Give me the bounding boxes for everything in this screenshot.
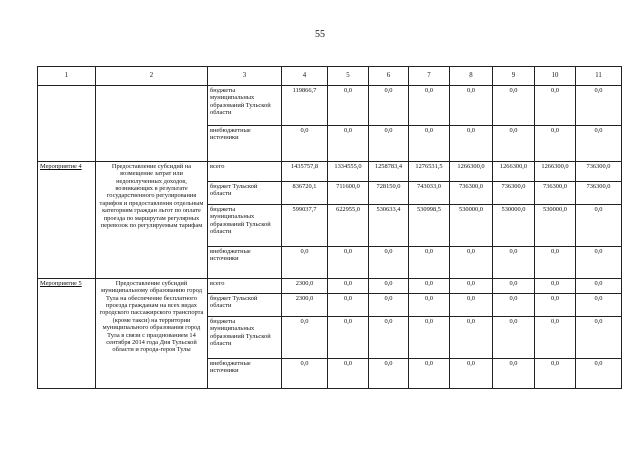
value-cell: 530000,0	[450, 205, 493, 247]
value-cell: 0,0	[369, 317, 409, 359]
value-cell: 0,0	[493, 294, 535, 317]
header-cell: 6	[369, 67, 409, 86]
value-cell: 0,0	[535, 294, 576, 317]
value-cell: 1276531,5	[409, 162, 450, 182]
value-cell: 0,0	[576, 317, 622, 359]
source-cell: внебюджетные источники	[208, 359, 282, 389]
source-cell: бюджеты муниципальных образований Тульской области	[208, 317, 282, 359]
value-cell: 0,0	[450, 279, 493, 294]
source-cell: внебюджетные источники	[208, 126, 282, 162]
value-cell: 0,0	[409, 126, 450, 162]
source-cell: бюджеты муниципальных образований Тульской области	[208, 205, 282, 247]
value-cell: 0,0	[450, 86, 493, 126]
value-cell: 0,0	[369, 247, 409, 279]
value-cell: 0,0	[409, 279, 450, 294]
value-cell: 0,0	[282, 317, 328, 359]
source-cell: бюджет Тульской области	[208, 182, 282, 205]
source-cell: бюджеты муниципальных образований Тульской области	[208, 86, 282, 126]
value-cell: 0,0	[493, 359, 535, 389]
value-cell: 530998,5	[409, 205, 450, 247]
value-cell: 1334555,0	[328, 162, 369, 182]
value-cell: 743033,0	[409, 182, 450, 205]
value-cell: 736300,0	[493, 182, 535, 205]
page-number: 55	[315, 29, 325, 40]
value-cell: 0,0	[409, 247, 450, 279]
value-cell: 0,0	[450, 294, 493, 317]
value-cell: 0,0	[369, 126, 409, 162]
event-label: Мероприятие 5	[38, 279, 96, 389]
event-cell-empty	[38, 86, 96, 162]
value-cell: 0,0	[576, 126, 622, 162]
header-cell: 4	[282, 67, 328, 86]
header-cell: 11	[576, 67, 622, 86]
value-cell: 0,0	[282, 359, 328, 389]
value-cell: 0,0	[328, 359, 369, 389]
header-cell: 9	[493, 67, 535, 86]
value-cell: 0,0	[576, 247, 622, 279]
value-cell: 530633,4	[369, 205, 409, 247]
value-cell: 0,0	[535, 86, 576, 126]
value-cell: 0,0	[369, 359, 409, 389]
value-cell: 1258783,4	[369, 162, 409, 182]
value-cell: 2300,0	[282, 294, 328, 317]
source-cell: всего	[208, 162, 282, 182]
value-cell: 0,0	[282, 126, 328, 162]
event-description: Предоставление субсидий на возмещение затрат или недополученных доходов, возникающих в результате государственного регулирования тарифов и предоставления отдельным категориям граждан льгот по оплате проезда по маршрутам регулярных перевозок по регулируемым тарифам	[96, 162, 208, 279]
value-cell: 0,0	[328, 294, 369, 317]
table-row	[38, 279, 622, 294]
value-cell: 0,0	[409, 294, 450, 317]
value-cell: 0,0	[576, 86, 622, 126]
value-cell: 1266300,0	[450, 162, 493, 182]
value-cell: 0,0	[369, 294, 409, 317]
value-cell: 1266300,0	[535, 162, 576, 182]
value-cell: 622955,0	[328, 205, 369, 247]
value-cell: 711600,0	[328, 182, 369, 205]
source-cell: бюджет Тульской области	[208, 294, 282, 317]
header-cell: 2	[96, 67, 208, 86]
header-cell: 8	[450, 67, 493, 86]
value-cell: 836720,1	[282, 182, 328, 205]
value-cell: 119866,7	[282, 86, 328, 126]
value-cell: 0,0	[535, 279, 576, 294]
value-cell: 0,0	[493, 317, 535, 359]
value-cell: 2300,0	[282, 279, 328, 294]
budget-table	[37, 66, 622, 389]
value-cell: 1266300,0	[493, 162, 535, 182]
source-cell: внебюджетные источники	[208, 247, 282, 279]
value-cell: 0,0	[493, 247, 535, 279]
value-cell: 0,0	[450, 247, 493, 279]
value-cell: 0,0	[328, 247, 369, 279]
value-cell: 736300,0	[576, 162, 622, 182]
value-cell: 736300,0	[535, 182, 576, 205]
value-cell: 736300,0	[450, 182, 493, 205]
value-cell: 736300,0	[576, 182, 622, 205]
header-cell: 5	[328, 67, 369, 86]
value-cell: 0,0	[409, 86, 450, 126]
table-row	[38, 86, 622, 126]
value-cell: 0,0	[450, 359, 493, 389]
value-cell: 0,0	[328, 279, 369, 294]
header-cell: 10	[535, 67, 576, 86]
value-cell: 0,0	[576, 279, 622, 294]
value-cell: 1435757,8	[282, 162, 328, 182]
value-cell: 728150,0	[369, 182, 409, 205]
event-label: Мероприятие 4	[38, 162, 96, 279]
header-row	[38, 67, 622, 86]
value-cell: 0,0	[535, 317, 576, 359]
description-cell-empty	[96, 86, 208, 162]
value-cell: 0,0	[576, 294, 622, 317]
value-cell: 0,0	[369, 279, 409, 294]
value-cell: 0,0	[493, 279, 535, 294]
value-cell: 0,0	[282, 247, 328, 279]
value-cell: 0,0	[576, 359, 622, 389]
value-cell: 0,0	[535, 126, 576, 162]
value-cell: 0,0	[450, 126, 493, 162]
value-cell: 0,0	[328, 126, 369, 162]
event-description: Предоставление субсидий муниципальному образованию город Тула на обеспечение бесплатного проезда гражданам на всех видах городского пассажирского транспорта (кроме такси) на территории муниципального образования город Тула в связи с празднованием 14 сентября 2014 года Дня Тульской области и города-героя Тулы	[96, 279, 208, 389]
value-cell: 0,0	[409, 317, 450, 359]
table-row	[38, 162, 622, 182]
header-cell: 1	[38, 67, 96, 86]
value-cell: 0,0	[369, 86, 409, 126]
source-cell: всего	[208, 279, 282, 294]
value-cell: 0,0	[535, 247, 576, 279]
header-cell: 7	[409, 67, 450, 86]
value-cell: 0,0	[328, 317, 369, 359]
value-cell: 0,0	[493, 126, 535, 162]
value-cell: 0,0	[493, 86, 535, 126]
value-cell: 599037,7	[282, 205, 328, 247]
value-cell: 0,0	[409, 359, 450, 389]
value-cell: 0,0	[328, 86, 369, 126]
value-cell: 530000,0	[535, 205, 576, 247]
value-cell: 0,0	[450, 317, 493, 359]
header-cell: 3	[208, 67, 282, 86]
value-cell: 0,0	[576, 205, 622, 247]
value-cell: 530000,0	[493, 205, 535, 247]
value-cell: 0,0	[535, 359, 576, 389]
